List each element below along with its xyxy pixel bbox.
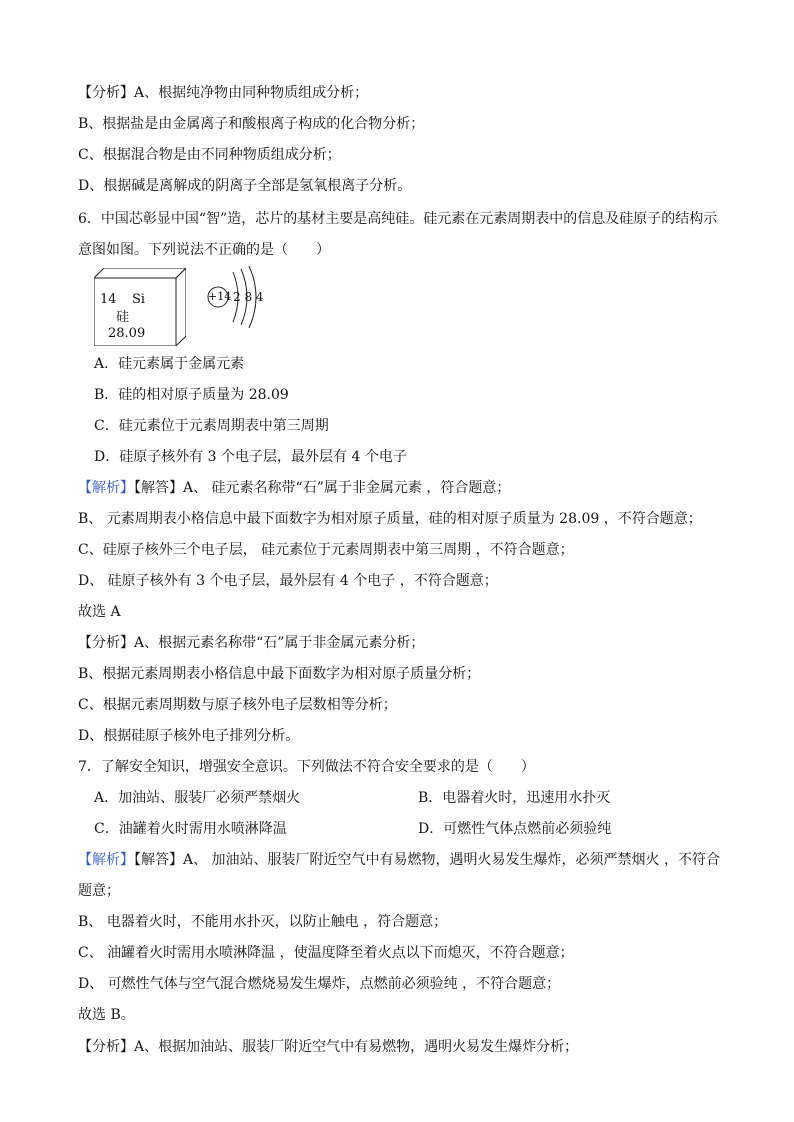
analysis-5-b: B、根据盐是由金属离子和酸根离子构成的化合物分析； bbox=[78, 116, 425, 132]
question-7-stem: 7．了解安全知识，增强安全意识。下列做法不符合安全要求的是（ ） bbox=[78, 759, 535, 775]
solution-6-d: D、 硅原子核外有 3 个电子层，最外层有 4 个电子 ，不符合题意； bbox=[78, 573, 498, 589]
option-7-c: C．油罐着火时需用水喷淋降温 bbox=[94, 821, 287, 837]
solution-7-b: B、 电器着火时，不能用水扑灭，以防止触电 ，符合题意； bbox=[78, 914, 448, 930]
analysis-6-d: D、根据硅原子核外电子排列分析。 bbox=[78, 728, 300, 744]
analysis-7-a: 【分析】A、根据加油站、服装厂附近空气中有易燃物，遇明火易发生爆炸分析； bbox=[78, 1039, 579, 1055]
atomic-number: 14 bbox=[100, 292, 117, 307]
solution-7-a-cont: 题意； bbox=[78, 883, 120, 899]
solution-6-a bbox=[78, 478, 510, 498]
analysis-5-a: 【分析】A、根据纯净物由同种物质组成分析； bbox=[78, 85, 369, 101]
element-symbol: Si bbox=[132, 292, 146, 307]
solution-7-a-text: 【解答】A、 加油站、服装厂附近空气中有易燃物，遇明火易发生爆炸，必须严禁烟火 ，不符合 bbox=[134, 852, 721, 868]
analysis-6-a: 【分析】A、根据元素名称带“石”属于非金属元素分析； bbox=[78, 635, 425, 651]
solution-7-choice: 故选 B。 bbox=[78, 1007, 135, 1023]
analysis-5-c: C、根据混合物是由不同种物质组成分析； bbox=[78, 147, 341, 163]
option-6-b: B．硅的相对原子质量为 28.09 bbox=[94, 387, 289, 403]
solution-7-d: D、 可燃性气体与空气混合燃烧易发生爆炸，点燃前必须验纯 ，不符合题意； bbox=[78, 976, 561, 992]
atomic-mass: 28.09 bbox=[108, 326, 146, 341]
electron-shells: 2 8 4 bbox=[233, 290, 264, 304]
analysis-5-d: D、根据碱是离解成的阴离子全部是氢氧根离子分析。 bbox=[78, 178, 412, 194]
analysis-6-c: C、根据元素周期数与原子核外电子层数相等分析； bbox=[78, 697, 397, 713]
solution-tag: 【解析】 bbox=[78, 852, 134, 868]
solution-7-a bbox=[78, 850, 720, 870]
question-6-stem-2: 意图如图。下列说法不正确的是（ ） bbox=[78, 242, 330, 258]
element-name: 硅 bbox=[116, 310, 130, 325]
solution-6-c: C、硅原子核外三个电子层， 硅元素位于元素周期表中第三周期 ，不符合题意； bbox=[78, 542, 574, 558]
option-6-c: C．硅元素位于元素周期表中第三周期 bbox=[94, 418, 329, 434]
question-6-stem-1: 6．中国芯彰显中国“智”造，芯片的基材主要是高纯硅。硅元素在元素周期表中的信息及硅原子的结构示 bbox=[78, 211, 718, 227]
atom-structure-diagram bbox=[203, 266, 273, 332]
option-6-a: A．硅元素属于金属元素 bbox=[94, 356, 245, 372]
solution-6-choice: 故选 A bbox=[78, 604, 121, 620]
option-7-d: D．可燃性气体点燃前必须验纯 bbox=[418, 821, 612, 837]
solution-tag: 【解析】 bbox=[78, 480, 134, 496]
option-6-d: D．硅原子核外有 3 个电子层，最外层有 4 个电子 bbox=[94, 449, 407, 465]
analysis-6-b: B、根据元素周期表小格信息中最下面数字为相对原子质量分析； bbox=[78, 666, 481, 682]
periodic-table-cell bbox=[94, 268, 186, 346]
option-7-b: B．电器着火时，迅速用水扑灭 bbox=[418, 790, 611, 806]
option-7-a: A．加油站、服装厂必须严禁烟火 bbox=[94, 790, 301, 806]
nucleus-charge: +14 bbox=[208, 290, 232, 303]
solution-6-b: B、 元素周期表小格信息中最下面数字为相对原子质量，硅的相对原子质量为 28.09 ，不符合题意； bbox=[78, 511, 702, 527]
solution-6-a-text: 【解答】A、 硅元素名称带“石”属于非金属元素 ，符合题意； bbox=[134, 480, 511, 496]
solution-7-c: C、 油罐着火时需用水喷淋降温 ，使温度降至着火点以下而熄灭，不符合题意； bbox=[78, 945, 574, 961]
